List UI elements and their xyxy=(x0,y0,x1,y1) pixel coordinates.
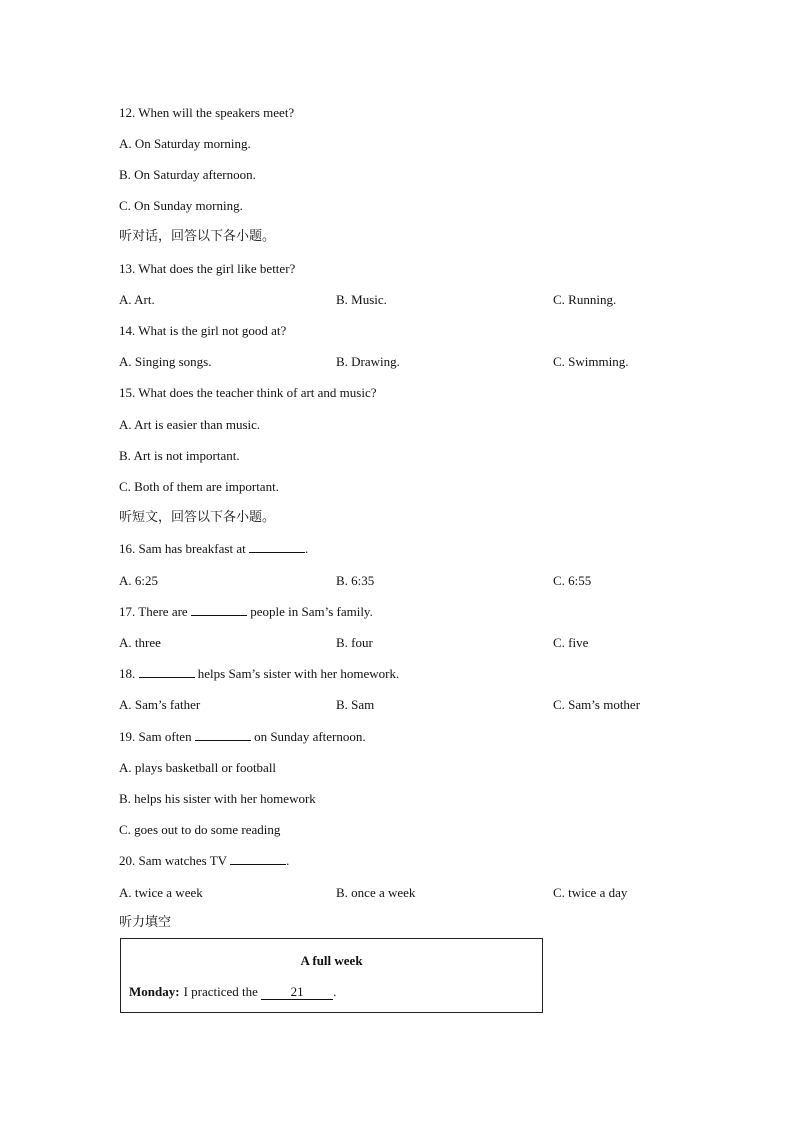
question-12-option-a: A. On Saturday morning. xyxy=(119,136,251,151)
question-17-option-b: B. four xyxy=(336,635,373,650)
question-16-stem-end: . xyxy=(304,541,309,556)
question-20-option-c: C. twice a day xyxy=(553,885,628,900)
row-label: Monday: xyxy=(129,984,180,999)
question-20-stem-end: . xyxy=(286,853,290,868)
section-heading-fill-in: 听力填空 xyxy=(119,915,172,930)
row-text: I practiced the xyxy=(183,984,262,999)
question-17-option-a: A. three xyxy=(119,635,161,650)
question-18-option-a: A. Sam’s father xyxy=(119,697,201,712)
section-heading-dialog: 听对话，回答以下各小题。 xyxy=(119,229,276,244)
table-row-monday xyxy=(129,984,336,1000)
table-title: A full week xyxy=(300,953,363,968)
blank-21: 21 xyxy=(261,985,333,1000)
question-20-stem xyxy=(119,853,289,869)
question-18-option-b: B. Sam xyxy=(336,697,375,712)
question-19-stem-end: on Sunday afternoon. xyxy=(250,729,366,744)
question-16-option-a: A. 6:25 xyxy=(119,573,158,588)
question-17-stem-start: 17. There are xyxy=(119,604,191,619)
question-20-option-a: A. twice a week xyxy=(119,885,203,900)
question-19-stem-start: 19. Sam often xyxy=(119,729,195,744)
row-end: . xyxy=(333,984,337,999)
question-19-option-c: C. goes out to do some reading xyxy=(119,822,281,837)
question-15-stem: 15. What does the teacher think of art and music? xyxy=(119,385,377,400)
question-16-option-b: B. 6:35 xyxy=(336,573,375,588)
question-13-option-b: B. Music. xyxy=(336,292,387,307)
answer-blank xyxy=(139,666,195,678)
question-12-option-c: C. On Sunday morning. xyxy=(119,198,243,213)
question-14-option-b: B. Drawing. xyxy=(336,354,400,369)
question-18-stem xyxy=(119,666,399,682)
question-15-option-a: A. Art is easier than music. xyxy=(119,417,261,432)
question-17-stem xyxy=(119,604,373,620)
question-14-stem: 14. What is the girl not good at? xyxy=(119,323,287,338)
question-15-option-c: C. Both of them are important. xyxy=(119,479,279,494)
question-17-stem-end: people in Sam’s family. xyxy=(246,604,373,619)
section-heading-passage: 听短文，回答以下各小题。 xyxy=(119,510,276,525)
question-14-option-a: A. Singing songs. xyxy=(119,354,212,369)
answer-blank xyxy=(249,541,305,553)
question-19-option-b: B. helps his sister with her homework xyxy=(119,791,316,806)
question-18-option-c: C. Sam’s mother xyxy=(553,697,641,712)
question-13-option-a: A. Art. xyxy=(119,292,155,307)
answer-blank xyxy=(230,853,286,865)
question-16-stem xyxy=(119,541,308,557)
fill-in-table xyxy=(120,938,543,1013)
answer-blank xyxy=(195,729,251,741)
question-18-stem-start: 18. xyxy=(119,666,139,681)
question-19-option-a: A. plays basketball or football xyxy=(119,760,277,775)
answer-blank xyxy=(191,604,247,616)
question-20-stem-start: 20. Sam watches TV xyxy=(119,853,231,868)
question-13-option-c: C. Running. xyxy=(553,292,617,307)
question-15-option-b: B. Art is not important. xyxy=(119,448,240,463)
question-17-option-c: C. five xyxy=(553,635,589,650)
question-13-stem: 13. What does the girl like better? xyxy=(119,261,296,276)
question-12-stem: 12. When will the speakers meet? xyxy=(119,105,295,120)
question-19-stem xyxy=(119,729,366,745)
question-12-option-b: B. On Saturday afternoon. xyxy=(119,167,256,182)
question-16-stem-start: 16. Sam has breakfast at xyxy=(119,541,249,556)
question-14-option-c: C. Swimming. xyxy=(553,354,629,369)
question-16-option-c: C. 6:55 xyxy=(553,573,592,588)
question-18-stem-end: helps Sam’s sister with her homework. xyxy=(194,666,400,681)
question-20-option-b: B. once a week xyxy=(336,885,416,900)
